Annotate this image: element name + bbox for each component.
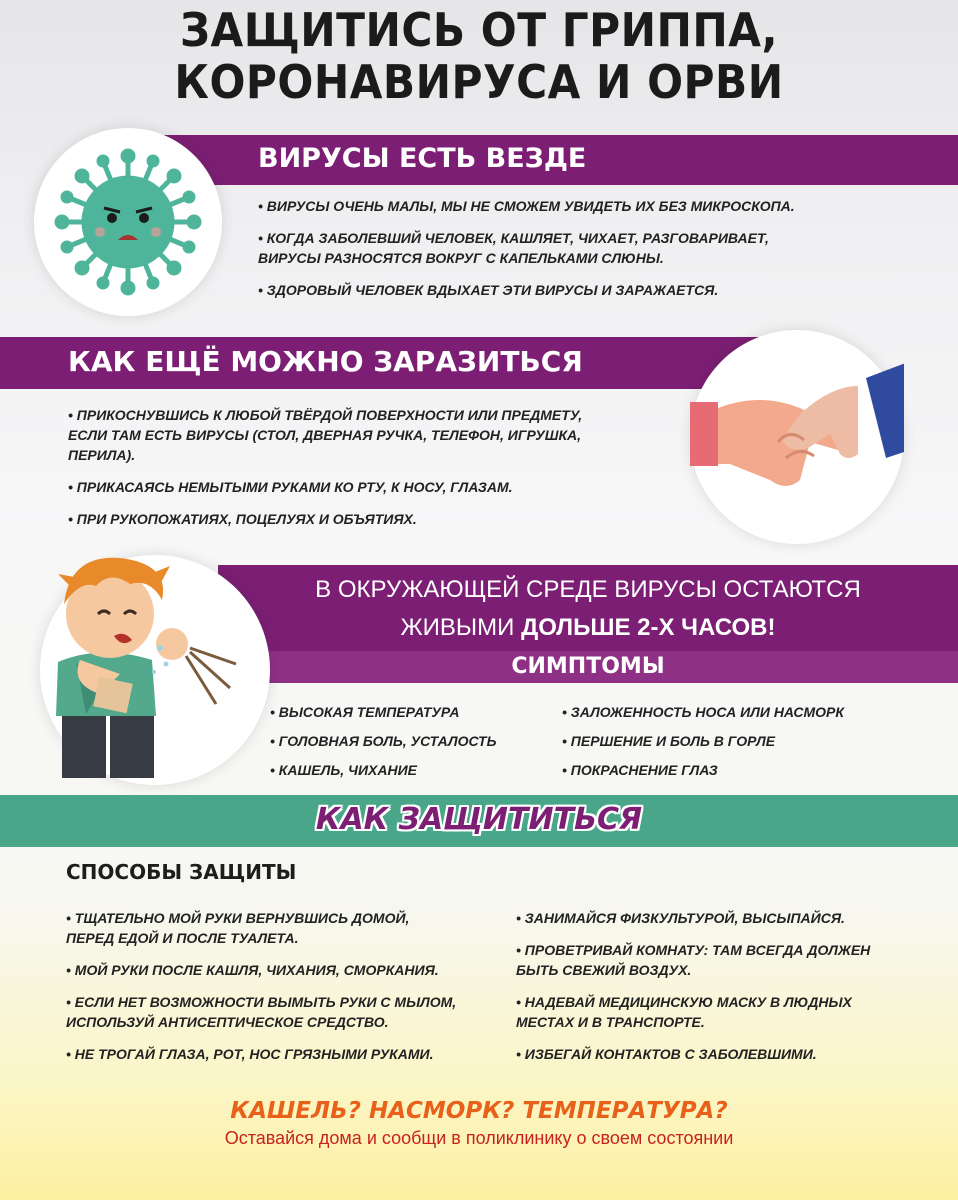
symptoms-heading-band — [218, 651, 958, 683]
protection-subheading: СПОСОБЫ ЗАЩИТЫ — [66, 860, 297, 884]
title-line-2: КОРОНАВИРУСА И ОРВИ — [174, 55, 784, 109]
list-item: • ИЗБЕГАЙ КОНТАКТОВ С ЗАБОЛЕВШИМИ. — [516, 1044, 916, 1064]
list-item: • ВЫСОКАЯ ТЕМПЕРАТУРА — [270, 702, 550, 722]
viruses-heading: ВИРУСЫ ЕСТЬ ВЕЗДЕ — [258, 143, 587, 174]
alive-notice-line-2 — [218, 609, 958, 647]
title-line-1: ЗАЩИТИСЬ ОТ ГРИППА, — [179, 3, 779, 57]
page-title — [38, 4, 919, 108]
list-item: • ГОЛОВНАЯ БОЛЬ, УСТАЛОСТЬ — [270, 731, 550, 751]
symptoms-heading: СИМПТОМЫ — [511, 654, 665, 679]
protection-heading: КАК ЗАЩИТИТЬСЯ — [315, 802, 643, 837]
protection-heading-band — [0, 795, 958, 847]
list-item: • ПРИКОСНУВШИСЬ К ЛЮБОЙ ТВЁРДОЙ ПОВЕРХНОСТИ ИЛИ ПРЕДМЕТУ, ЕСЛИ ТАМ ЕСТЬ ВИРУСЫ (СТОЛ, ДВЕРНАЯ РУЧКА, ТЕЛЕФОН, ИГРУШКА, ПЕРИЛА). — [68, 405, 588, 465]
infection-heading: КАК ЕЩЁ МОЖНО ЗАРАЗИТЬСЯ — [68, 345, 583, 378]
list-item: • ПЕРШЕНИЕ И БОЛЬ В ГОРЛЕ — [562, 731, 922, 751]
sneezing-boy-icon — [40, 544, 260, 794]
list-item: • НАДЕВАЙ МЕДИЦИНСКУЮ МАСКУ В ЛЮДНЫХ МЕСТАХ И В ТРАНСПОРТЕ. — [516, 992, 896, 1032]
infection-heading-band — [0, 337, 800, 389]
list-item: • ТЩАТЕЛЬНО МОЙ РУКИ ВЕРНУВШИСЬ ДОМОЙ, ПЕРЕД ЕДОЙ И ПОСЛЕ ТУАЛЕТА. — [66, 908, 446, 948]
viruses-bullets — [258, 196, 858, 312]
footer-advice: Оставайся дома и сообщи в поликлинику о своем состоянии — [224, 1128, 734, 1148]
handshake-circle — [690, 330, 904, 544]
list-item: • МОЙ РУКИ ПОСЛЕ КАШЛЯ, ЧИХАНИЯ, СМОРКАНИЯ. — [66, 960, 486, 980]
list-item: • ВИРУСЫ ОЧЕНЬ МАЛЫ, МЫ НЕ СМОЖЕМ УВИДЕТЬ ИХ БЕЗ МИКРОСКОПА. — [258, 196, 858, 216]
list-item: • ПРОВЕТРИВАЙ КОМНАТУ: ТАМ ВСЕГДА ДОЛЖЕН БЫТЬ СВЕЖИЙ ВОЗДУХ. — [516, 940, 906, 980]
viruses-heading-band — [160, 135, 958, 185]
alive-notice-normal: ЖИВЫМИ — [400, 614, 522, 641]
list-item: • ЕСЛИ НЕТ ВОЗМОЖНОСТИ ВЫМЫТЬ РУКИ С МЫЛОМ, ИСПОЛЬЗУЙ АНТИСЕПТИЧЕСКОЕ СРЕДСТВО. — [66, 992, 486, 1032]
list-item: • ЗАНИМАЙСЯ ФИЗКУЛЬТУРОЙ, ВЫСЫПАЙСЯ. — [516, 908, 916, 928]
symptoms-right — [562, 702, 922, 789]
list-item: • ПРИ РУКОПОЖАТИЯХ, ПОЦЕЛУЯХ И ОБЪЯТИЯХ. — [68, 509, 628, 529]
list-item: • ЗАЛОЖЕННОСТЬ НОСА ИЛИ НАСМОРК — [562, 702, 922, 722]
infection-bullets — [68, 405, 628, 541]
list-item: • ЗДОРОВЫЙ ЧЕЛОВЕК ВДЫХАЕТ ЭТИ ВИРУСЫ И ЗАРАЖАЕТСЯ. — [258, 280, 858, 300]
handshake-icon — [690, 330, 904, 544]
alive-notice-band — [218, 565, 958, 651]
protection-right — [516, 908, 916, 1076]
list-item: • ПОКРАСНЕНИЕ ГЛАЗ — [562, 760, 922, 780]
footer-question: КАШЕЛЬ? НАСМОРК? ТЕМПЕРАТУРА? — [230, 1098, 728, 1124]
virus-icon — [34, 128, 222, 316]
protection-left — [66, 908, 486, 1076]
list-item: • КОГДА ЗАБОЛЕВШИЙ ЧЕЛОВЕК, КАШЛЯЕТ, ЧИХАЕТ, РАЗГОВАРИВАЕТ, ВИРУСЫ РАЗНОСЯТСЯ ВОКРУГ С КАПЕЛЬКАМИ СЛЮНЫ. — [258, 228, 818, 268]
virus-circle — [34, 128, 222, 316]
list-item: • КАШЕЛЬ, ЧИХАНИЕ — [270, 760, 550, 780]
list-item: • ПРИКАСАЯСЬ НЕМЫТЫМИ РУКАМИ КО РТУ, К НОСУ, ГЛАЗАМ. — [68, 477, 628, 497]
list-item: • НЕ ТРОГАЙ ГЛАЗА, РОТ, НОС ГРЯЗНЫМИ РУКАМИ. — [66, 1044, 486, 1064]
alive-notice-line-1: В ОКРУЖАЮЩЕЙ СРЕДЕ ВИРУСЫ ОСТАЮТСЯ — [315, 576, 861, 603]
symptoms-left — [270, 702, 550, 789]
alive-notice-bold: ДОЛЬШЕ 2-Х ЧАСОВ! — [521, 614, 776, 641]
